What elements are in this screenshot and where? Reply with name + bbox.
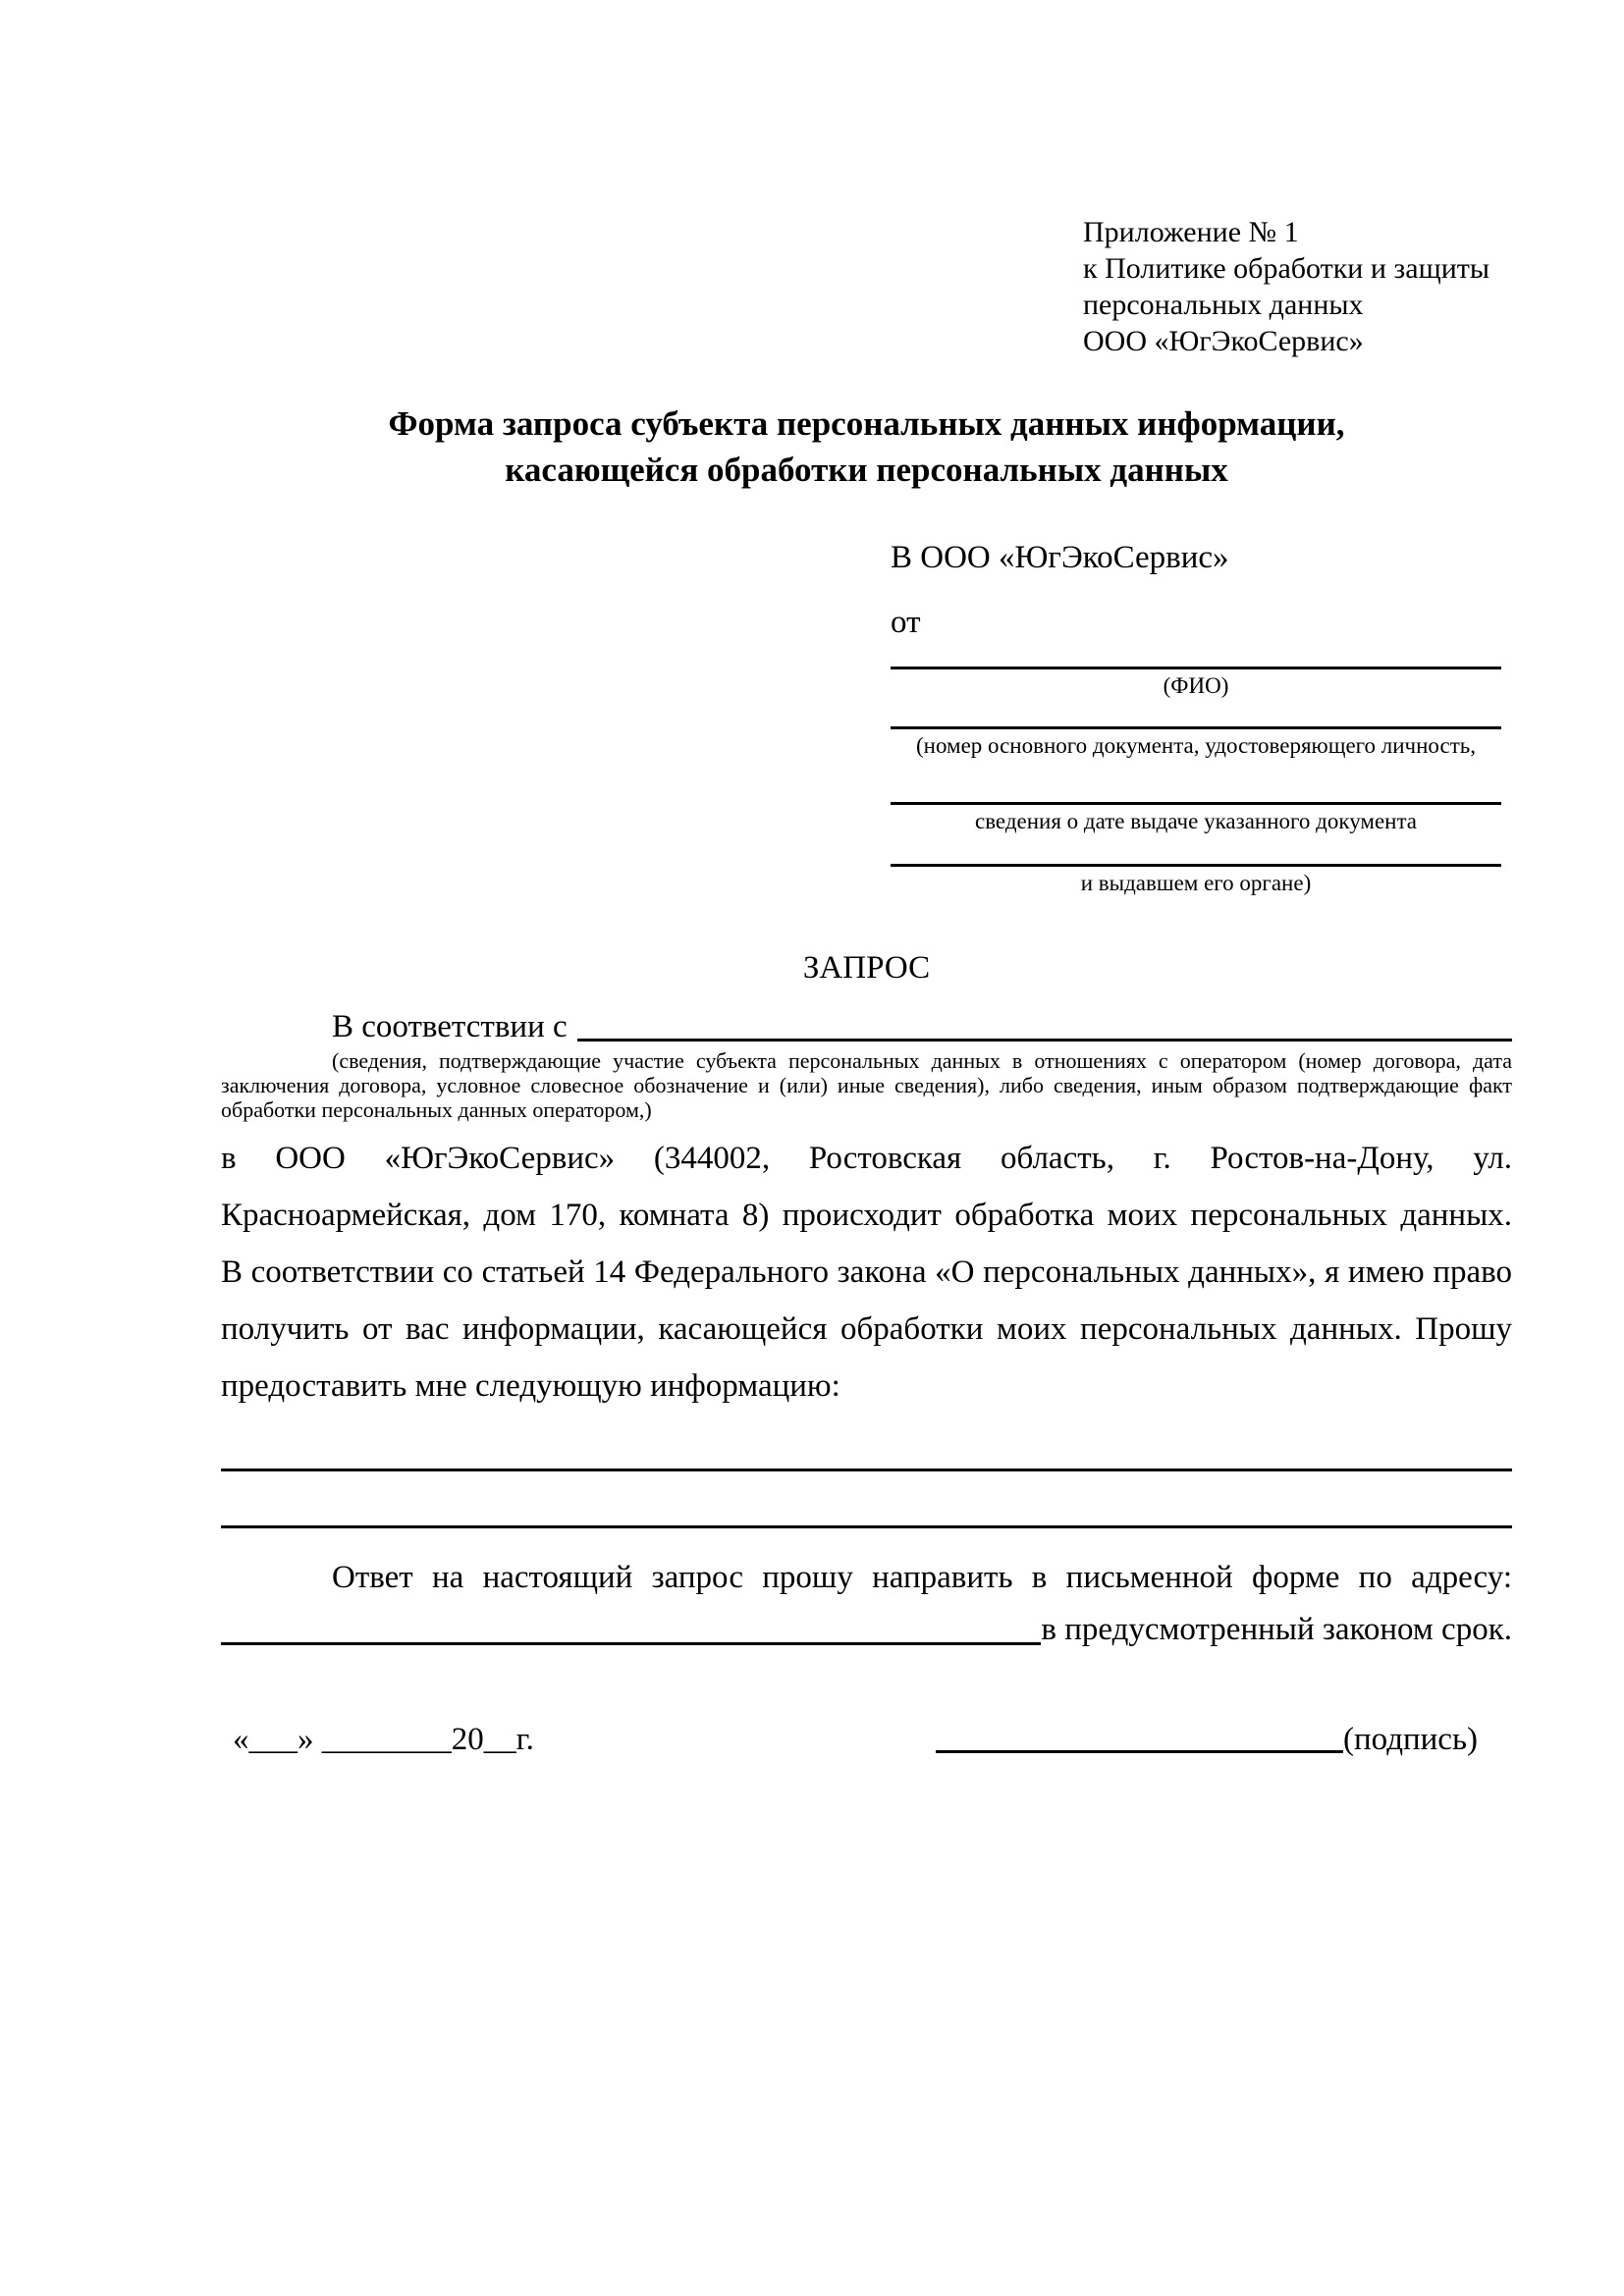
document-number-blank-line: [891, 726, 1501, 729]
fio-field: [891, 667, 1501, 699]
body-line: В соответствии со статьей 14 Федерального закона «О персональных данных», я имею право: [221, 1255, 1512, 1290]
answer-paragraph-text: Ответ на настоящий запрос прошу направить в письменной форме по адресу:: [332, 1560, 1512, 1595]
accordance-caption-line: (сведения, подтверждающие участие субъекта персональных данных в отношениях с оператором (номер договора, дата: [332, 1048, 1512, 1073]
issue-date-blank-line: [891, 802, 1501, 805]
appendix-block: [1083, 214, 1489, 359]
recipient-line: В ООО «ЮгЭкоСервис»: [891, 540, 1229, 575]
appendix-line: ООО «ЮгЭкоСервис»: [1083, 325, 1364, 357]
body-paragraph: [221, 1130, 1512, 1415]
issue-date-field: [891, 802, 1501, 834]
document-number-caption: (номер основного документа, удостоверяющего личность,: [915, 733, 1476, 758]
issuing-authority-caption: и выдавшем его органе): [1080, 871, 1312, 895]
accordance-caption-line: заключения договора, условное словесное обозначение и (или) иные сведения), либо сведения, иным образом подтверждающие факт: [221, 1073, 1512, 1097]
accordance-lead-text: В соответствии с: [332, 1009, 568, 1044]
address-row: [221, 1610, 1512, 1649]
document-title: [221, 400, 1512, 493]
body-line: получить от вас информации, касающейся обработки моих персональных данных. Прошу: [221, 1311, 1512, 1347]
answer-paragraph: [221, 1549, 1512, 1606]
address-blank-line: [221, 1610, 1041, 1645]
document-title-line: касающейся обработки персональных данных: [505, 451, 1228, 489]
appendix-line: персональных данных: [1083, 289, 1364, 321]
accordance-caption-line: обработки персональных данных оператором,): [221, 1097, 652, 1122]
issuing-authority-blank-line: [891, 864, 1501, 867]
accordance-row: [221, 1009, 1512, 1044]
signature-row: [233, 1720, 1478, 1759]
info-blank-line-1: [221, 1468, 1512, 1471]
appendix-line: к Политике обработки и защиты: [1083, 252, 1490, 285]
signature-blank-line: [936, 1750, 1343, 1753]
fio-blank-line: [891, 667, 1501, 669]
from-label: от: [891, 605, 921, 640]
answer-suffix-text: в предусмотренный законом срок.: [1041, 1612, 1512, 1647]
first-line-indent: [221, 1009, 332, 1044]
body-line: в ООО «ЮгЭкоСервис» (344002, Ростовская область, г. Ростов-на-Дону, ул.: [221, 1141, 1512, 1176]
date-blank-text: «___» ________20__г.: [233, 1722, 534, 1757]
fio-caption: (ФИО): [1163, 673, 1229, 698]
request-heading: ЗАПРОС: [802, 950, 931, 986]
appendix-line: Приложение № 1: [1083, 216, 1299, 248]
body-line: Красноармейская, дом 170, комната 8) происходит обработка моих персональных данных.: [221, 1198, 1512, 1233]
issuing-authority-field: [891, 864, 1501, 896]
document-number-field: [891, 726, 1501, 759]
signature-caption: (подпись): [1343, 1722, 1478, 1757]
accordance-blank-line: [577, 1009, 1512, 1041]
body-line: предоставить мне следующую информацию:: [221, 1368, 840, 1404]
signature-area: [936, 1720, 1478, 1759]
accordance-caption: [221, 1048, 1512, 1122]
info-blank-line-2: [221, 1525, 1512, 1528]
addressee-block: [891, 538, 1501, 921]
document-title-line: Форма запроса субъекта персональных данных информации,: [388, 404, 1345, 443]
issue-date-caption: сведения о дате выдаче указанного документа: [974, 809, 1418, 833]
